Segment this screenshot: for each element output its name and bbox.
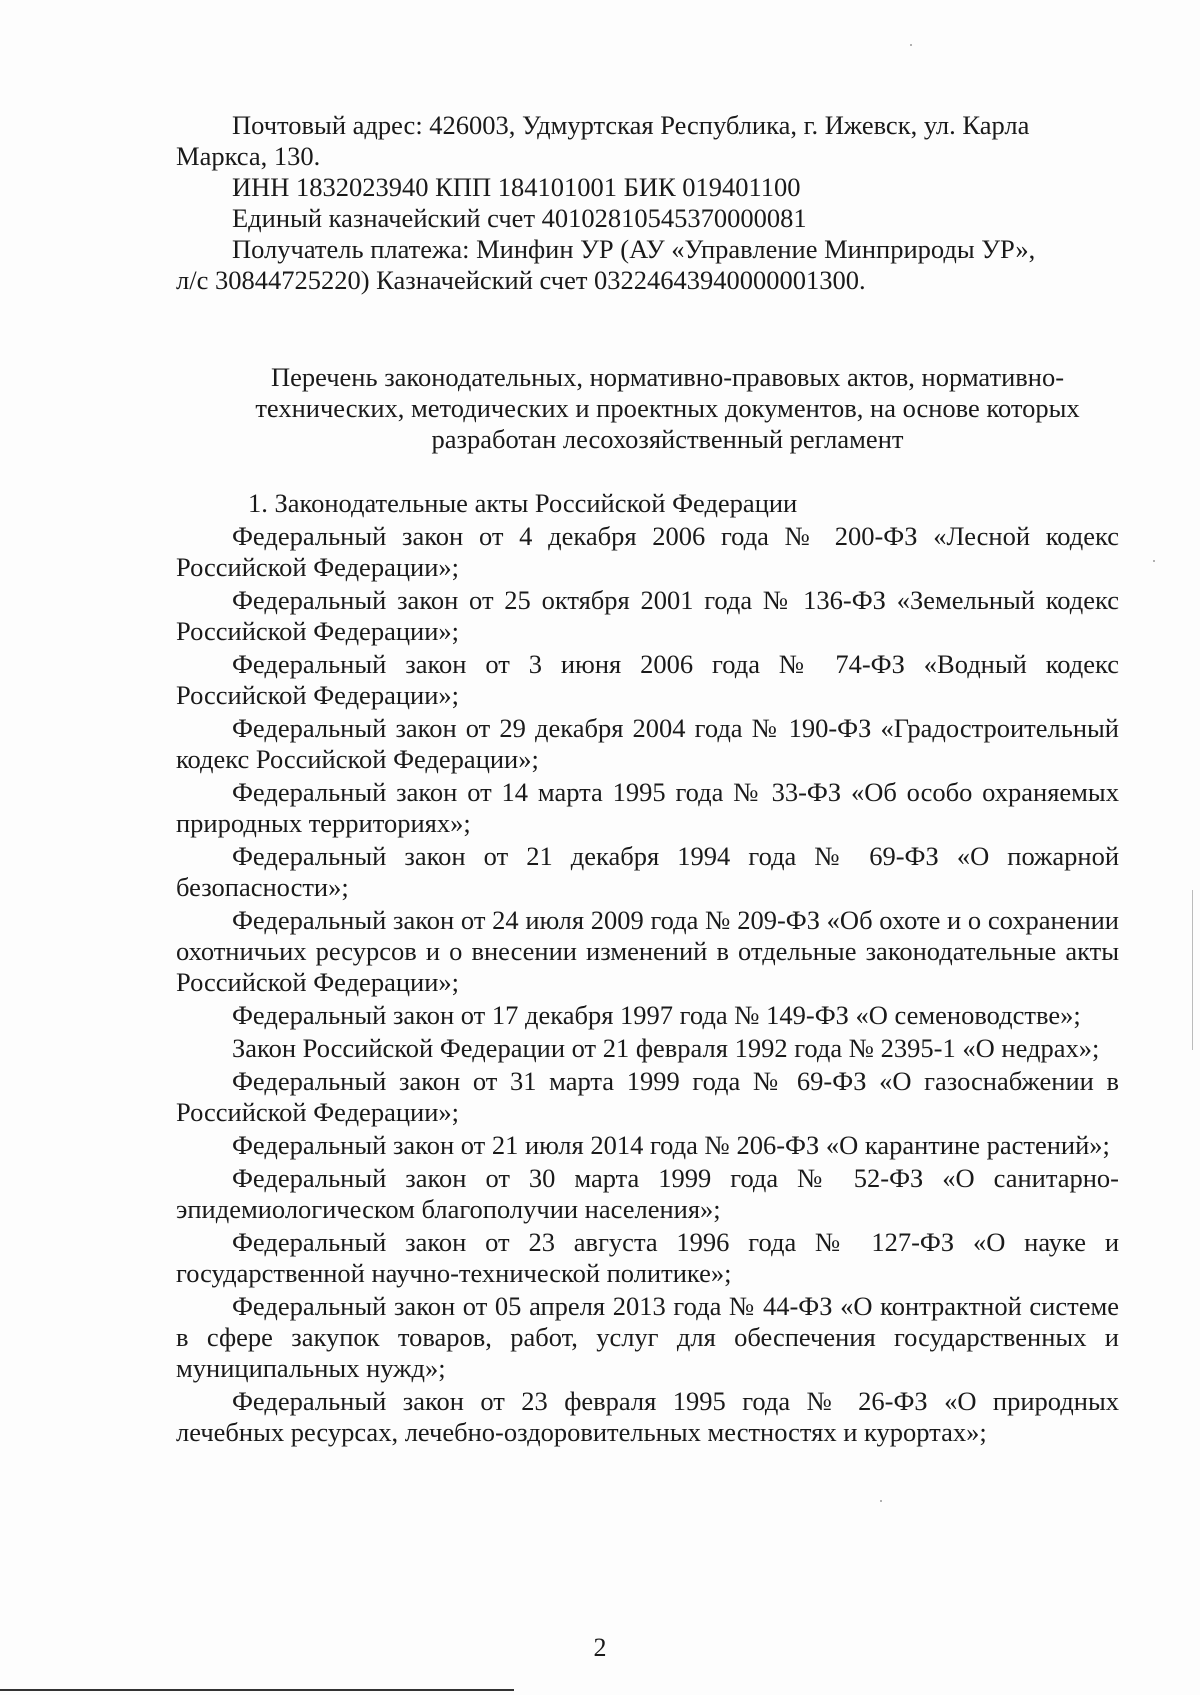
law-item: Федеральный закон от 25 октября 2001 года № 136-ФЗ «Земельный кодекс Российской Федерации»;	[176, 585, 1119, 646]
payment-recipient-line1: Получатель платежа: Минфин УР (АУ «Управление Минприроды УР»,	[232, 234, 1036, 264]
scan-edge-mark	[1192, 890, 1193, 1050]
laws-list	[176, 488, 1119, 1450]
law-item: Федеральный закон от 14 марта 1995 года № 33-ФЗ «Об особо охраняемых природных территориях»;	[176, 777, 1119, 838]
requisites-block	[176, 110, 1119, 296]
law-item: Федеральный закон от 05 апреля 2013 года № 44-ФЗ «О контрактной системе в сфере закупок товаров, работ, услуг для обеспечения государственных и муниципальных нужд»;	[176, 1291, 1119, 1383]
list-heading-line1: Перечень законодательных, нормативно-правовых актов, нормативно-	[270, 362, 1065, 392]
scan-speck	[880, 1500, 882, 1502]
inn-kpp-bik: ИНН 1832023940 КПП 184101001 БИК 019401100	[232, 172, 801, 202]
law-item: Федеральный закон от 30 марта 1999 года № 52-ФЗ «О санитарно-эпидемиологическом благополучии населения»;	[176, 1163, 1119, 1224]
law-item: Федеральный закон от 17 декабря 1997 года № 149-ФЗ «О семеноводстве»;	[232, 1000, 1081, 1030]
postal-address	[176, 110, 1119, 172]
law-item: Федеральный закон от 4 декабря 2006 года № 200-ФЗ «Лесной кодекс Российской Федерации»;	[176, 521, 1119, 582]
law-item: Федеральный закон от 3 июня 2006 года № 74-ФЗ «Водный кодекс Российской Федерации»;	[176, 649, 1119, 710]
law-item: Федеральный закон от 29 декабря 2004 года № 190-ФЗ «Градостроительный кодекс Российской Федерации»;	[176, 713, 1119, 774]
payment-recipient-line2: л/с 30844725220) Казначейский счет 03224643940000001300.	[176, 265, 866, 295]
section-title: 1. Законодательные акты Российской Федерации	[248, 488, 798, 518]
page-number: 2	[593, 1633, 607, 1662]
law-item: Федеральный закон от 23 февраля 1995 года № 26-ФЗ «О природных лечебных ресурсах, лечебно-оздоровительных местностях и курортах»;	[176, 1386, 1119, 1447]
law-item: Федеральный закон от 24 июля 2009 года № 209-ФЗ «Об охоте и о сохранении охотничьих ресурсов и о внесении изменений в отдельные законодательные акты Российской Федерации»;	[176, 905, 1119, 997]
postal-address-line2: Маркса, 130.	[176, 141, 321, 171]
scan-speck	[1153, 560, 1155, 562]
law-item: Федеральный закон от 21 июля 2014 года № 206-ФЗ «О карантине растений»;	[232, 1130, 1110, 1160]
law-item: Закон Российской Федерации от 21 февраля 1992 года № 2395-1 «О недрах»;	[232, 1033, 1100, 1063]
treasury-account: Единый казначейский счет 40102810545370000081	[232, 203, 807, 233]
law-item: Федеральный закон от 23 августа 1996 года № 127-ФЗ «О науке и государственной научно-технической политике»;	[176, 1227, 1119, 1288]
list-heading	[176, 362, 1119, 455]
postal-address-line1: Почтовый адрес: 426003, Удмуртская Республика, г. Ижевск, ул. Карла	[232, 110, 1030, 140]
scan-speck	[910, 44, 912, 46]
list-heading-line3: разработан лесохозяйственный регламент	[431, 424, 904, 454]
bottom-rule	[0, 1689, 514, 1691]
list-heading-line2: технических, методических и проектных документов, на основе которых	[255, 393, 1080, 423]
law-item: Федеральный закон от 21 декабря 1994 года № 69-ФЗ «О пожарной безопасности»;	[176, 841, 1119, 902]
law-item: Федеральный закон от 31 марта 1999 года № 69-ФЗ «О газоснабжении в Российской Федерации»;	[176, 1066, 1119, 1127]
payment-recipient	[176, 234, 1119, 296]
